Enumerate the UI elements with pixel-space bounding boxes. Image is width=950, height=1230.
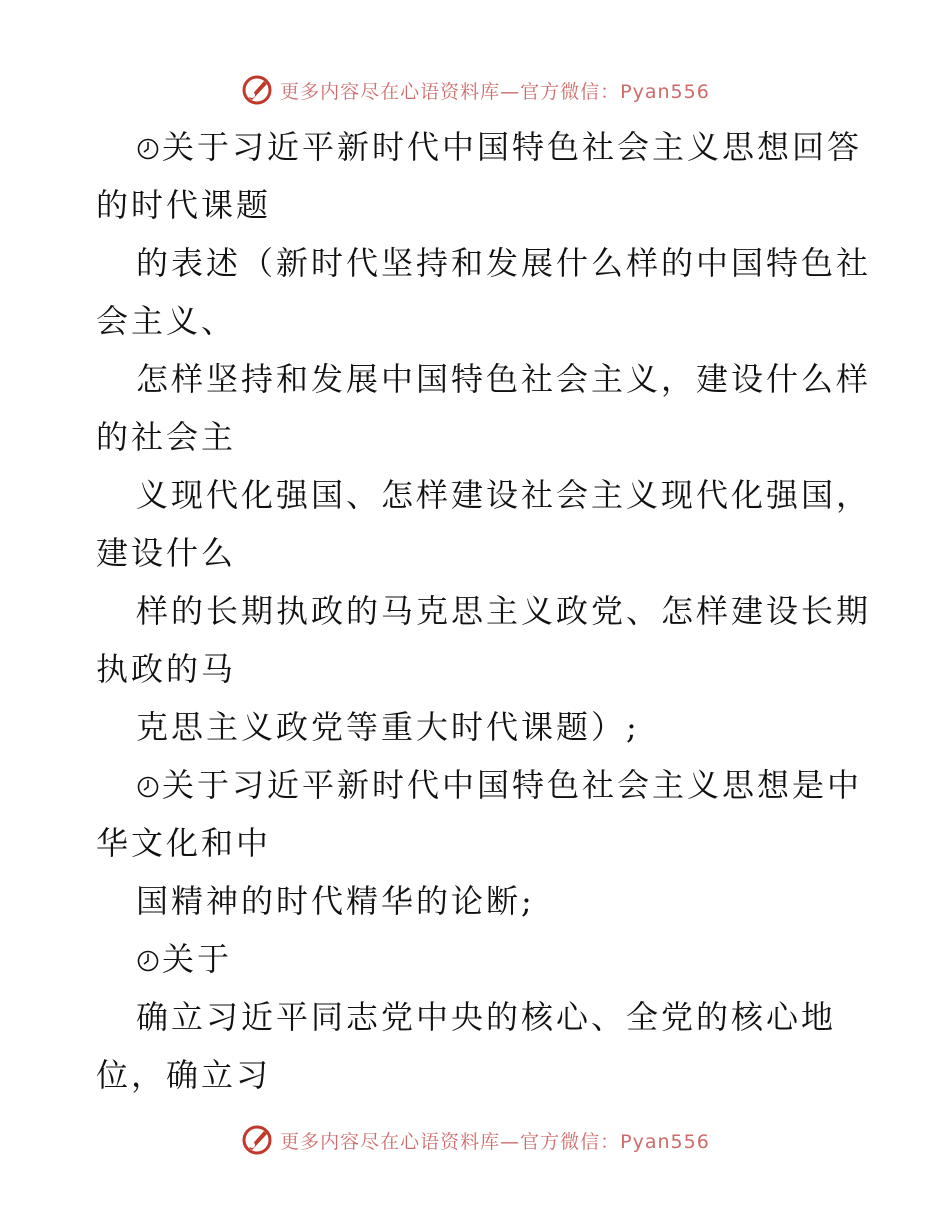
clock-icon bbox=[136, 137, 160, 161]
text-line-content: 义现代化强国、怎样建设社会主义现代化强国， bbox=[136, 476, 872, 514]
text-line-content: 怎样坚持和发展中国特色社会主义，建设什么样 bbox=[136, 360, 872, 398]
clock-icon bbox=[136, 949, 160, 973]
text-line-content: 确立习近平同志党中央的核心、全党的核心地 bbox=[136, 998, 837, 1036]
quill-logo-icon bbox=[240, 73, 274, 107]
text-line-content: 关于习近平新时代中国特色社会主义思想是中 bbox=[162, 766, 863, 804]
text-line bbox=[96, 872, 856, 930]
text-line bbox=[96, 756, 863, 814]
watermark-text: 更多内容尽在心语资料库—官方微信：Pyan556 bbox=[280, 1130, 710, 1153]
text-line-content: 的表述（新时代坚持和发展什么样的中国特色社 bbox=[136, 244, 872, 282]
text-line-content: 位，确立习 bbox=[96, 1056, 272, 1094]
text-line bbox=[96, 582, 872, 640]
document-body bbox=[96, 118, 872, 1104]
text-line bbox=[96, 350, 872, 408]
text-line-content: 华文化和中 bbox=[96, 824, 272, 862]
text-line bbox=[96, 524, 856, 582]
text-line bbox=[96, 234, 872, 292]
footer-watermark bbox=[0, 1120, 950, 1160]
clock-icon bbox=[136, 775, 160, 799]
text-line bbox=[96, 1046, 856, 1104]
text-line-content: 建设什么 bbox=[96, 534, 237, 572]
text-line bbox=[96, 176, 856, 234]
text-line bbox=[96, 930, 856, 988]
text-line-content: 样的长期执政的马克思主义政党、怎样建设长期 bbox=[136, 592, 872, 630]
watermark-text: 更多内容尽在心语资料库—官方微信：Pyan556 bbox=[280, 80, 710, 103]
text-line bbox=[96, 292, 856, 350]
text-line bbox=[96, 466, 872, 524]
text-line-content: 关于习近平新时代中国特色社会主义思想回答 bbox=[162, 128, 863, 166]
text-line-content: 执政的马 bbox=[96, 650, 237, 688]
text-line bbox=[96, 640, 856, 698]
text-line-content: 克思主义政党等重大时代课题）; bbox=[136, 708, 640, 746]
text-line-content: 的时代课题 bbox=[96, 186, 272, 224]
quill-logo-icon bbox=[240, 1123, 274, 1157]
text-line-content: 国精神的时代精华的论断; bbox=[136, 882, 535, 920]
header-watermark bbox=[0, 70, 950, 110]
text-line bbox=[96, 698, 856, 756]
text-line bbox=[96, 814, 856, 872]
text-line-content: 关于 bbox=[162, 940, 233, 978]
text-line bbox=[96, 408, 856, 466]
text-line bbox=[96, 118, 863, 176]
text-line-content: 的社会主 bbox=[96, 418, 237, 456]
text-line bbox=[96, 988, 856, 1046]
text-line-content: 会主义、 bbox=[96, 302, 237, 340]
